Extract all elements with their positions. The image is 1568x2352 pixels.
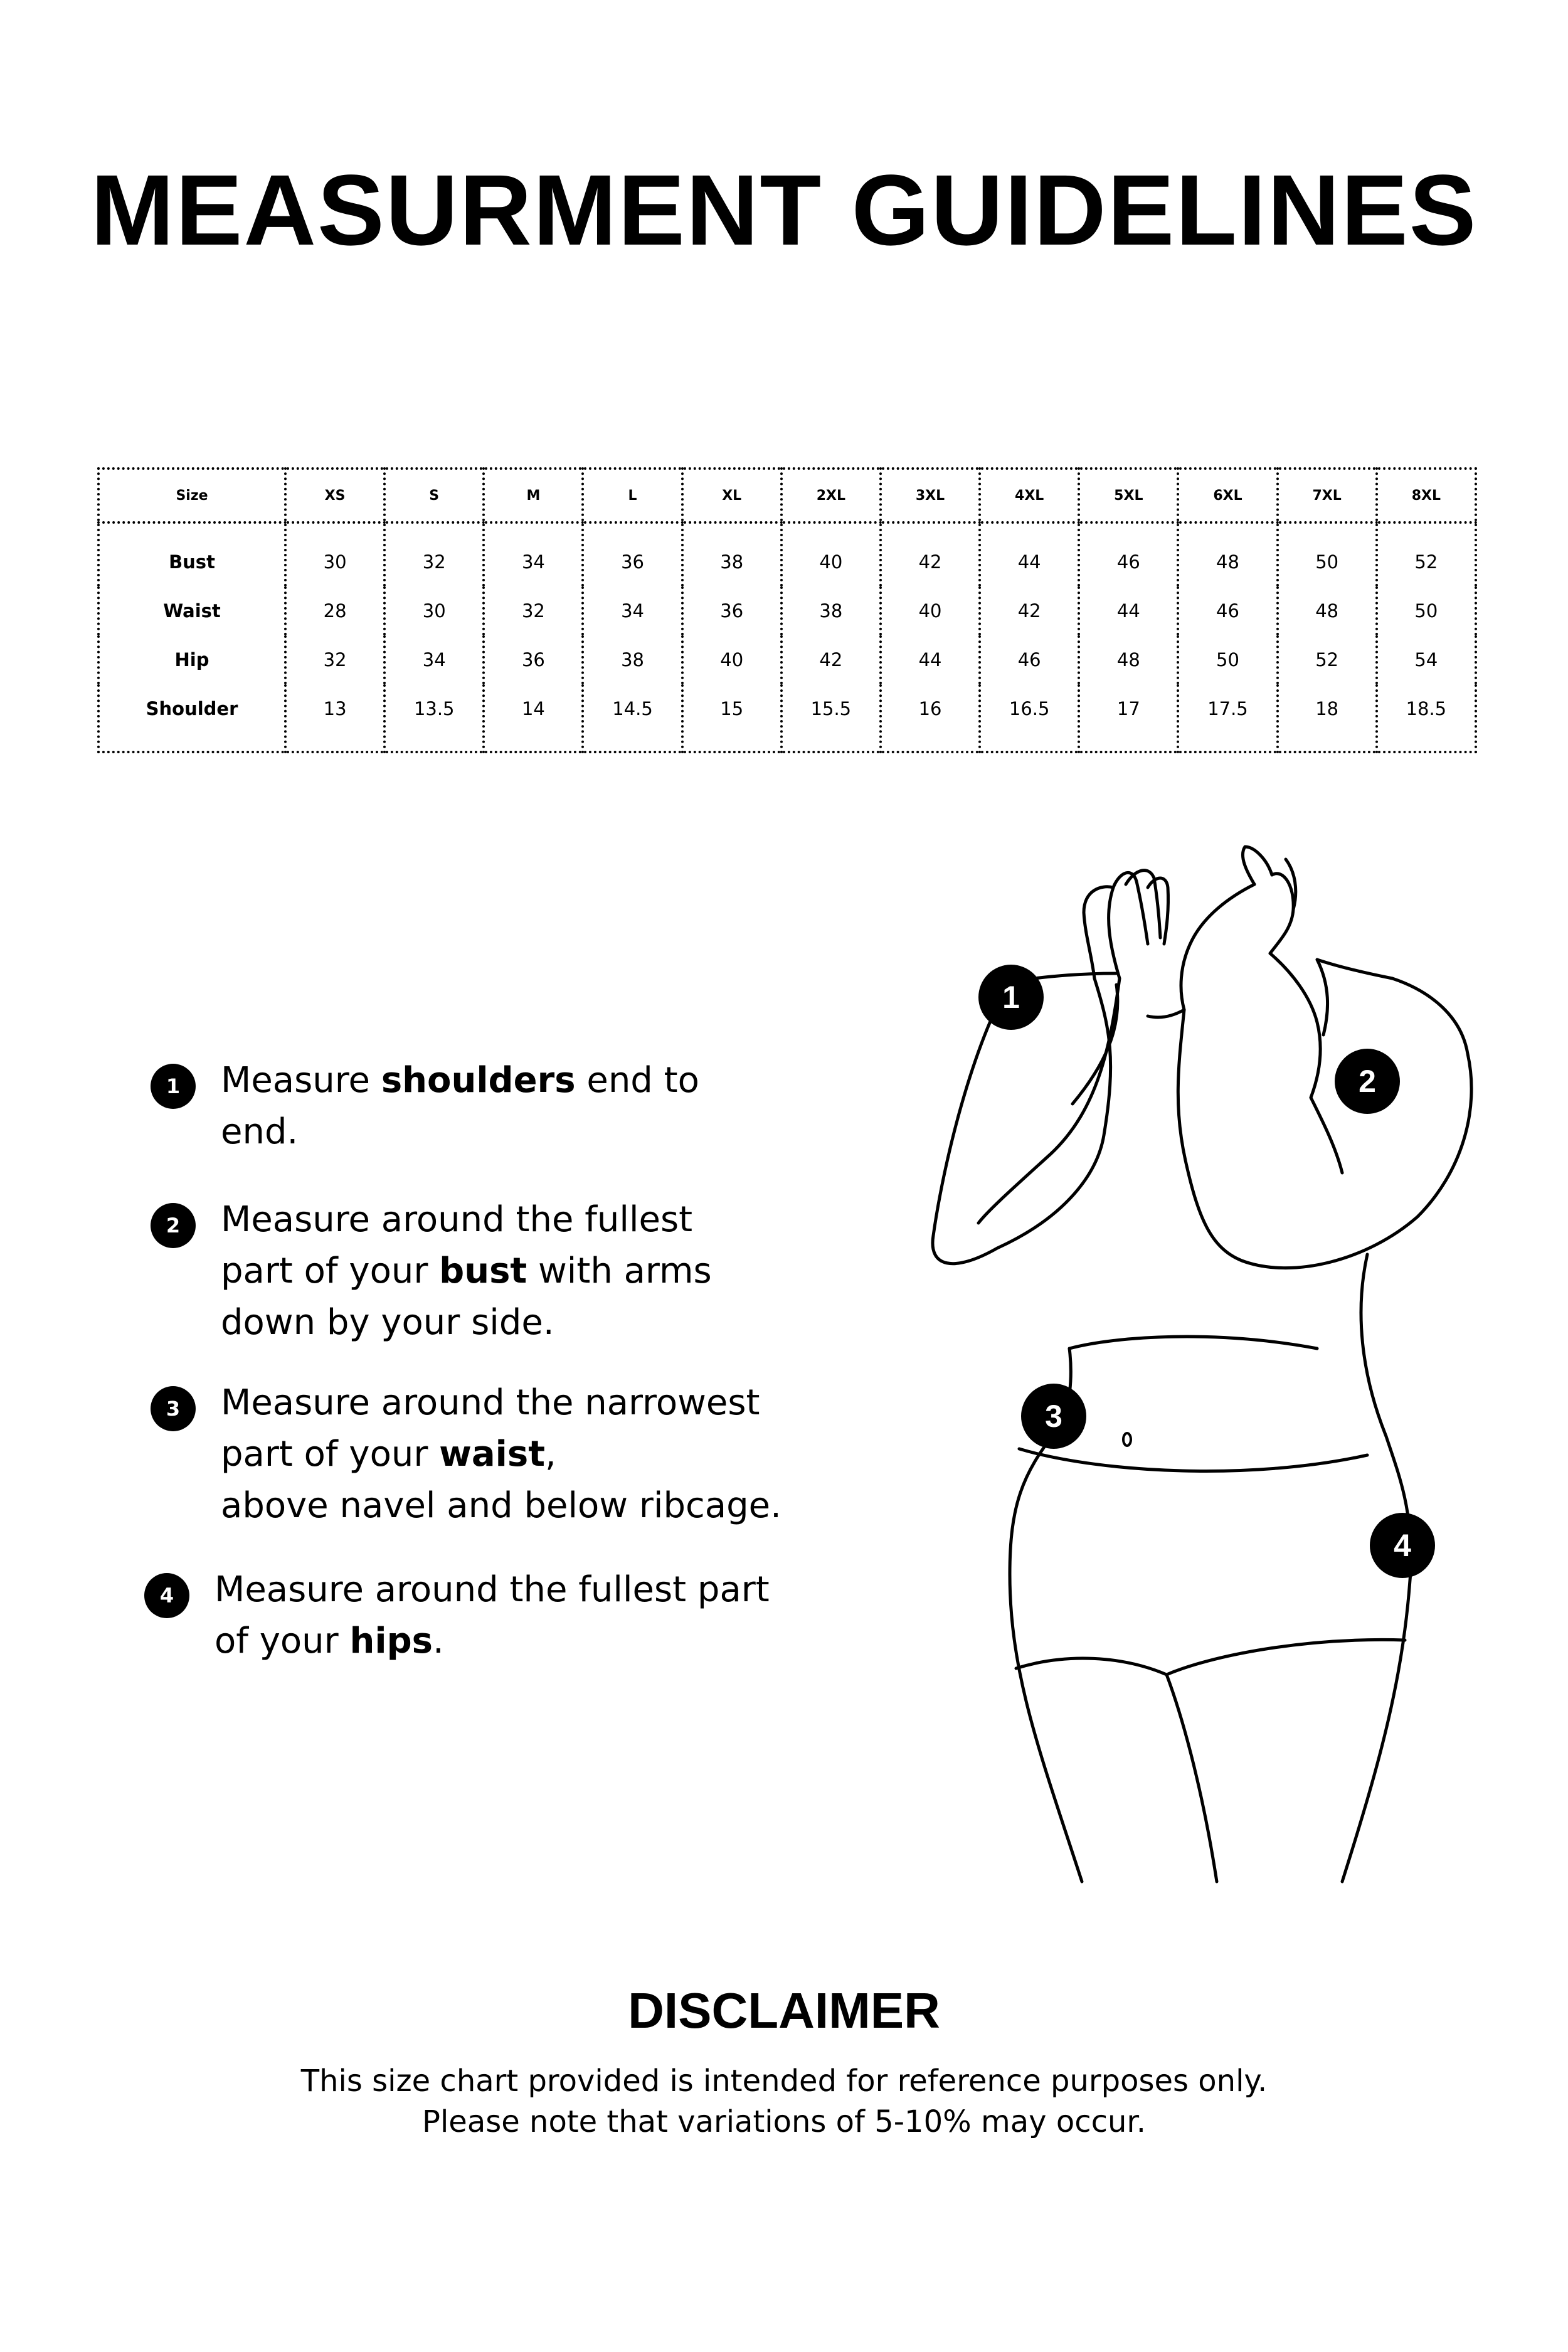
table-cell: 32	[484, 586, 583, 635]
step-text-line	[221, 1194, 879, 1246]
step-text-segment: .	[432, 1621, 444, 1661]
table-header-row	[98, 469, 1476, 522]
step-number-badge: 4	[144, 1573, 189, 1618]
table-cell: 42	[980, 586, 1079, 635]
step-keyword: waist	[439, 1434, 545, 1475]
row-label: Hip	[174, 649, 209, 670]
step-text-line	[221, 1429, 879, 1480]
body-figure	[916, 809, 1493, 1888]
step-text-line	[221, 1377, 879, 1429]
step-text-segment: part of your	[221, 1434, 440, 1475]
table-cell: 46	[980, 635, 1079, 684]
step-keyword: shoulders	[381, 1060, 576, 1101]
step-text-segment: end.	[221, 1111, 299, 1152]
table-cell: 48	[1278, 586, 1377, 635]
size-header-cell: 4XL	[980, 469, 1079, 522]
size-header-cell: 7XL	[1278, 469, 1377, 522]
size-header-cell: 8XL	[1377, 469, 1476, 522]
table-cell: 44	[980, 522, 1079, 586]
measurement-marker-bust: 2	[1335, 1049, 1400, 1114]
table-cell: 38	[583, 635, 682, 684]
table-cell: 17	[1079, 684, 1178, 752]
table-cell: 18	[1278, 684, 1377, 752]
step-text-line	[221, 1480, 879, 1532]
step-text-segment: part of your	[221, 1251, 440, 1291]
table-row	[98, 635, 1476, 684]
table-cell: 46	[1079, 522, 1178, 586]
size-header-cell: 3XL	[881, 469, 980, 522]
disclaimer-line: Please note that variations of 5-10% may occur.	[422, 2104, 1146, 2139]
table-cell: 36	[484, 635, 583, 684]
table-cell: 44	[1079, 586, 1178, 635]
step-number-badge: 1	[151, 1064, 196, 1109]
step-text	[221, 1377, 879, 1532]
step-keyword: bust	[439, 1251, 527, 1291]
table-row	[98, 586, 1476, 635]
table-cell: 14	[484, 684, 583, 752]
table-cell: 34	[583, 586, 682, 635]
table-cell: 38	[682, 522, 781, 586]
page-title: MEASURMENT GUIDELINES	[90, 154, 1478, 266]
table-cell: 32	[384, 522, 484, 586]
step-text-segment: ,	[544, 1434, 556, 1475]
table-cell: 50	[1278, 522, 1377, 586]
disclaimer-line: This size chart provided is intended for reference purposes only.	[300, 2063, 1268, 2099]
size-header-cell: XL	[682, 469, 781, 522]
table-row	[98, 522, 1476, 586]
table-cell: 16	[881, 684, 980, 752]
table-cell: 50	[1377, 586, 1476, 635]
table-cell: 40	[682, 635, 781, 684]
table-cell: 42	[881, 522, 980, 586]
size-header-cell: M	[484, 469, 583, 522]
row-label: Shoulder	[146, 698, 238, 719]
table-cell: 50	[1178, 635, 1277, 684]
table-cell: 52	[1278, 635, 1377, 684]
step-text-line	[221, 1106, 879, 1158]
step-number-badge: 3	[151, 1386, 196, 1431]
table-cell: 13.5	[384, 684, 484, 752]
row-label: Waist	[163, 600, 221, 622]
table-cell: 15	[682, 684, 781, 752]
table-cell: 32	[285, 635, 384, 684]
table-cell: 16.5	[980, 684, 1079, 752]
table-cell: 34	[384, 635, 484, 684]
table-cell: 36	[682, 586, 781, 635]
table-cell: 44	[881, 635, 980, 684]
table-cell: 36	[583, 522, 682, 586]
table-cell: 40	[881, 586, 980, 635]
table-cell: 15.5	[781, 684, 881, 752]
table-cell: 18.5	[1377, 684, 1476, 752]
step-number-badge: 2	[151, 1203, 196, 1248]
step-text	[221, 1055, 879, 1158]
step-text-line	[221, 1246, 879, 1297]
step-text	[215, 1564, 873, 1667]
step-text-segment: Measure	[221, 1060, 381, 1101]
step-text-segment: above navel and below ribcage.	[221, 1485, 781, 1526]
size-header-cell: 5XL	[1079, 469, 1178, 522]
step-text	[221, 1194, 879, 1348]
table-cell: 30	[285, 522, 384, 586]
table-cell: 46	[1178, 586, 1277, 635]
table-cell: 17.5	[1178, 684, 1277, 752]
step-text-segment: down by your side.	[221, 1302, 554, 1343]
size-header-cell: L	[583, 469, 682, 522]
step-text-segment: Measure around the fullest	[221, 1199, 693, 1240]
size-header-cell: 2XL	[781, 469, 881, 522]
table-cell: 40	[781, 522, 881, 586]
step-text-line	[215, 1564, 873, 1616]
table-row	[98, 684, 1476, 752]
table-cell: 42	[781, 635, 881, 684]
measurement-marker-waist: 3	[1021, 1384, 1086, 1449]
step-text-segment: Measure around the fullest part	[215, 1569, 770, 1610]
table-cell: 48	[1079, 635, 1178, 684]
table-cell: 14.5	[583, 684, 682, 752]
table-cell: 13	[285, 684, 384, 752]
step-text-segment: of your	[215, 1621, 350, 1661]
table-cell: 28	[285, 586, 384, 635]
step-text-line	[221, 1055, 879, 1106]
disclaimer-title: DISCLAIMER	[628, 1983, 940, 2038]
size-chart-table	[97, 467, 1477, 753]
table-cell: 30	[384, 586, 484, 635]
size-header-cell: XS	[285, 469, 384, 522]
measurement-marker-shoulder: 1	[978, 965, 1044, 1030]
row-label: Bust	[169, 551, 215, 573]
step-text-line	[221, 1297, 879, 1348]
table-cell: 48	[1178, 522, 1277, 586]
step-text-line	[215, 1616, 873, 1667]
step-text-segment: with arms	[527, 1251, 712, 1291]
size-header-cell: 6XL	[1178, 469, 1277, 522]
step-text-segment: Measure around the narrowest	[221, 1382, 760, 1423]
step-keyword: hips	[349, 1621, 433, 1661]
size-header-label: Size	[98, 469, 285, 522]
table-cell: 38	[781, 586, 881, 635]
step-text-segment: end to	[575, 1060, 699, 1101]
size-header-cell: S	[384, 469, 484, 522]
table-cell: 54	[1377, 635, 1476, 684]
table-cell: 52	[1377, 522, 1476, 586]
table-cell: 34	[484, 522, 583, 586]
measurement-marker-hip: 4	[1370, 1513, 1435, 1578]
